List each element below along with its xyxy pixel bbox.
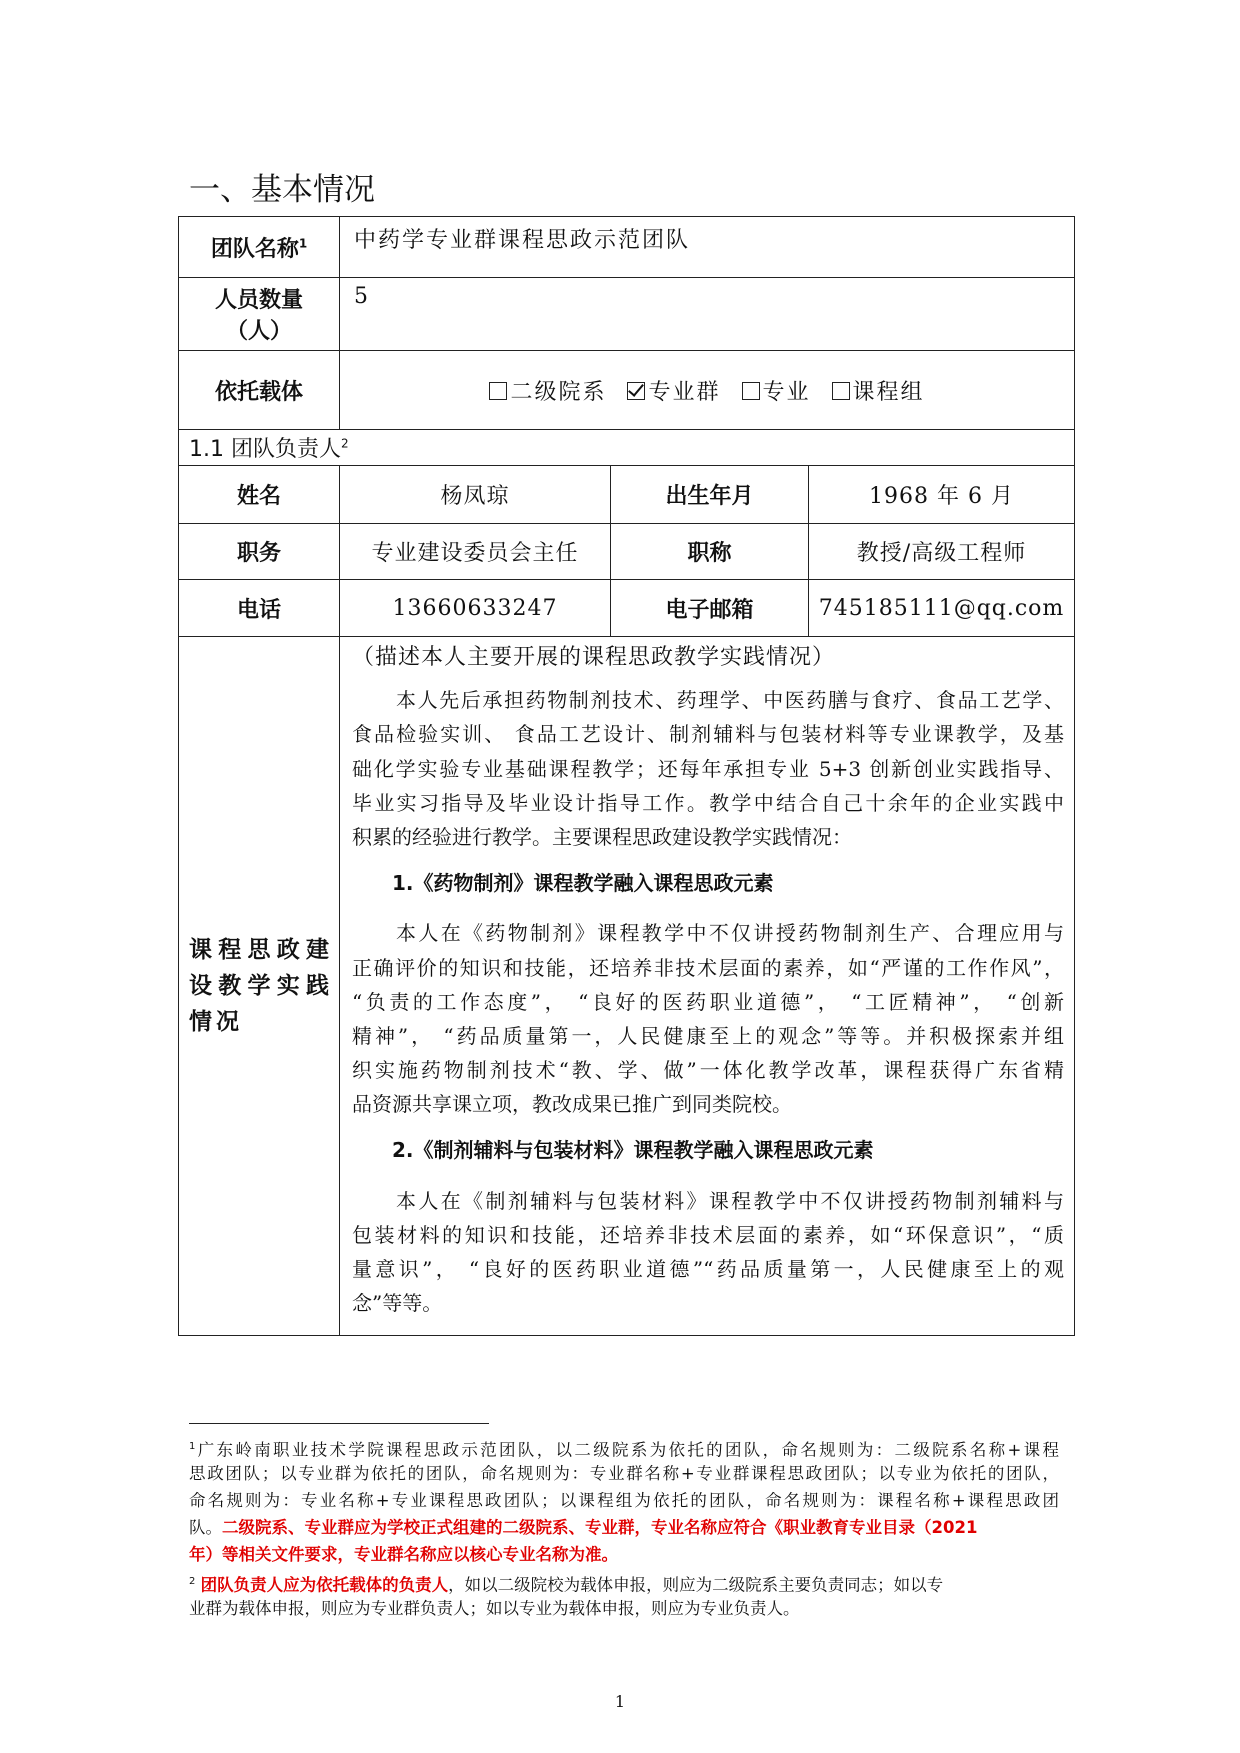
checkbox-checked[interactable] xyxy=(627,382,645,400)
footnote-ref: 1 xyxy=(298,236,308,251)
email-label: 电子邮箱 xyxy=(611,580,809,637)
footnote-number: 1 xyxy=(189,1441,196,1452)
label-line: 情况 xyxy=(189,1009,243,1035)
name-label: 姓名 xyxy=(179,466,340,524)
post-label: 职务 xyxy=(179,524,340,580)
text-line: 本人先后承担药物制剂技术、药理学、中医药膳与食疗、食品工艺学、 xyxy=(396,688,1064,713)
text-line: 本人在《制剂辅料与包装材料》课程教学中不仅讲授药物制剂辅料与 xyxy=(396,1188,1064,1213)
footnote-text: ，如以二级院校为载体申报，则应为二级院系主要负责同志；如以专 xyxy=(448,1575,944,1595)
practice-hint: （描述本人主要开展的课程思政教学实践情况） xyxy=(352,645,836,670)
footnote-line xyxy=(189,1514,1059,1541)
footnote-1 xyxy=(189,1433,1059,1514)
post-value: 专业建设委员会主任 xyxy=(340,524,611,580)
text-line: 食品检验实训、 食品工艺设计、制剂辅料与包装材料等专业课教学，及基 xyxy=(352,722,1064,747)
text-line: 命名规则为：专业名称+专业课程思政团队；以课程组为依托的团队，命名规则为：课程名称+课程思政团 xyxy=(189,1491,1059,1510)
phone-value: 13660633247 xyxy=(340,580,611,637)
text-line: 积累的经验进行教学。主要课程思政建设教学实践情况： xyxy=(352,824,852,849)
text-line: 思政团队；以专业群为依托的团队，命名规则为：专业群名称+专业群课程思政团队；以专业为依托的团队， xyxy=(189,1464,1059,1483)
footnote-emphasis: 团队负责人应为依托载体的负责人 xyxy=(200,1575,449,1595)
members-label xyxy=(179,278,340,351)
label-line: 设教学实践 xyxy=(189,973,329,999)
option-label: 专业群 xyxy=(648,379,721,405)
carrier-options xyxy=(340,351,1075,430)
email-value: 745185111@qq.com xyxy=(809,580,1075,637)
option-course-group[interactable] xyxy=(832,380,925,405)
text-line: 本人在《药物制剂》课程教学中不仅讲授药物制剂生产、合理应用与 xyxy=(396,921,1064,946)
section-heading: 一、基本情况 xyxy=(189,172,375,208)
page-number: 1 xyxy=(614,1692,626,1711)
team-name-label xyxy=(179,217,340,278)
footnote-2 xyxy=(189,1568,1059,1595)
option-major-group[interactable] xyxy=(627,380,720,405)
footnote-emphasis: 二级院系、专业群应为学校正式组建的二级院系、专业群，专业名称应符合《职业教育专业目录（2021 xyxy=(222,1518,978,1537)
text-line xyxy=(189,1433,1059,1460)
birth-label: 出生年月 xyxy=(611,466,809,524)
section-title-text: 1.1 团队负责人 xyxy=(189,437,341,462)
subheading-2: 2.《制剂辅料与包装材料》课程教学融入课程思政元素 xyxy=(392,1138,874,1163)
footnote-ref: 2 xyxy=(340,436,349,451)
phone-label: 电话 xyxy=(179,580,340,637)
name-value: 杨凤琼 xyxy=(340,466,611,524)
basic-info-table xyxy=(178,216,1075,1336)
footnote-emphasis: 年）等相关文件要求，专业群名称应以核心专业名称为准。 xyxy=(189,1545,618,1564)
paragraph-intro xyxy=(352,683,1064,854)
footnote-number: 2 xyxy=(189,1576,196,1587)
birth-value: 1968 年 6 月 xyxy=(809,466,1075,524)
checkbox[interactable] xyxy=(832,382,850,400)
option-label: 二级院系 xyxy=(510,379,607,405)
carrier-label: 依托载体 xyxy=(179,351,340,430)
option-label: 专业 xyxy=(762,379,811,405)
option-label: 课程组 xyxy=(852,379,925,405)
practice-label xyxy=(179,637,340,1336)
text-line: 正确评价的知识和技能，还培养非技术层面的素养，如“严谨的工作作风”， xyxy=(352,955,1064,980)
text-line: 品资源共享课立项，教改成果已推广到同类院校。 xyxy=(352,1092,792,1117)
label-text: 团队名称 xyxy=(210,236,299,262)
footnote-text: 队。 xyxy=(189,1518,222,1537)
footnote-separator xyxy=(189,1423,489,1424)
members-value: 5 xyxy=(340,278,1075,351)
label-line: 人员数量 xyxy=(214,288,303,313)
text-line: 精神”， “药品质量第一，人民健康至上的观念”等等。并积极探索并组 xyxy=(352,1023,1064,1048)
title-value: 教授/高级工程师 xyxy=(809,524,1075,580)
footnote-text: 广东岭南职业技术学院课程思政示范团队，以二级院系为依托的团队，命名规则为：二级院系名称+课程 xyxy=(195,1440,1059,1460)
label-line: 课程思政建 xyxy=(189,937,329,963)
footnote-line: 业群为载体申报，则应为专业群负责人；如以专业为载体申报，则应为专业负责人。 xyxy=(189,1599,800,1618)
practice-content xyxy=(340,637,1075,1336)
paragraph-course-1 xyxy=(352,916,1064,1121)
label-line: （人） xyxy=(225,319,292,344)
option-major[interactable] xyxy=(742,380,811,405)
checkbox[interactable] xyxy=(489,382,507,400)
text-line: “负责的工作态度”， “良好的医药职业道德”， “工匠精神”， “创新 xyxy=(352,989,1064,1014)
text-line: 念”等等。 xyxy=(352,1291,443,1316)
checkbox[interactable] xyxy=(742,382,760,400)
text-line: 量意识”， “良好的医药职业道德”“药品质量第一，人民健康至上的观 xyxy=(352,1257,1064,1282)
subheading-1: 1.《药物制剂》课程教学融入课程思政元素 xyxy=(392,871,774,896)
text-line: 包装材料的知识和技能，还培养非技术层面的素养，如“环保意识”，“质 xyxy=(352,1222,1064,1247)
team-name-value: 中药学专业群课程思政示范团队 xyxy=(340,217,1075,278)
text-line: 础化学实验专业基础课程教学；还每年承担专业 5+3 创新创业实践指导、 xyxy=(352,756,1064,781)
text-line: 毕业实习指导及毕业设计指导工作。教学中结合自己十余年的企业实践中 xyxy=(352,790,1064,815)
leader-section-title xyxy=(179,430,1075,466)
footnotes xyxy=(189,1433,1059,1622)
paragraph-course-2 xyxy=(352,1184,1064,1321)
option-department[interactable] xyxy=(489,380,606,405)
text-line: 织实施药物制剂技术“教、学、做”一体化教学改革，课程获得广东省精 xyxy=(352,1058,1064,1083)
title-label: 职称 xyxy=(611,524,809,580)
